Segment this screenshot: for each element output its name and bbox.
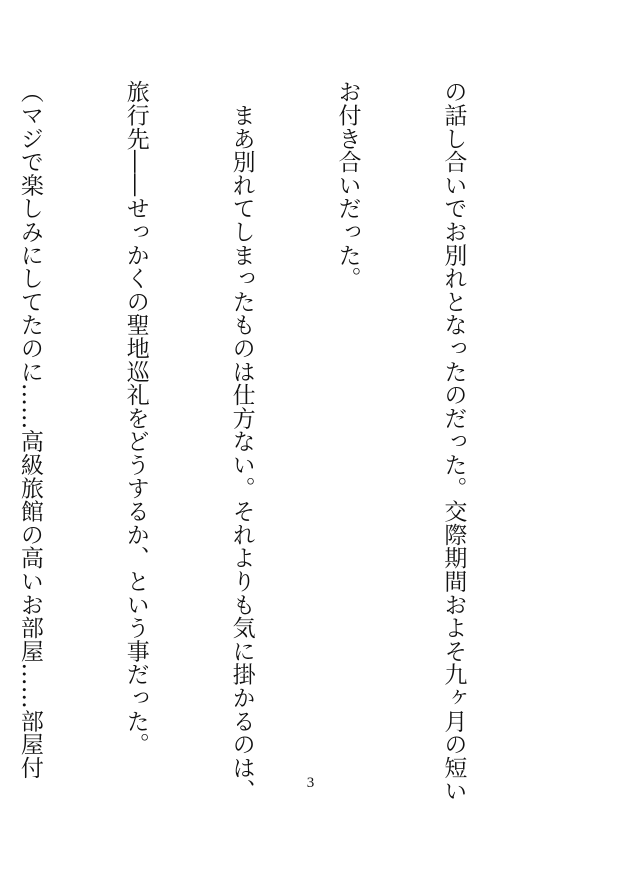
text-column: 旅行先――せっかくの聖地巡礼をどうするか、という事だった。 bbox=[122, 80, 149, 756]
page-number: 3 bbox=[306, 775, 315, 791]
text-column: （マジで楽しみにしてたのに……高級旅館の高いお部屋……部屋付 bbox=[16, 80, 43, 779]
text-column: まあ別れてしまったものは仕方ない。それよりも気に掛かるのは、 bbox=[228, 80, 255, 803]
text-column: の話し合いでお別れとなったのだった。交際期間およそ九ヶ月の短い bbox=[440, 80, 467, 803]
vertical-text-body bbox=[16, 80, 541, 803]
text-column: お付き合いだった。 bbox=[334, 80, 361, 290]
